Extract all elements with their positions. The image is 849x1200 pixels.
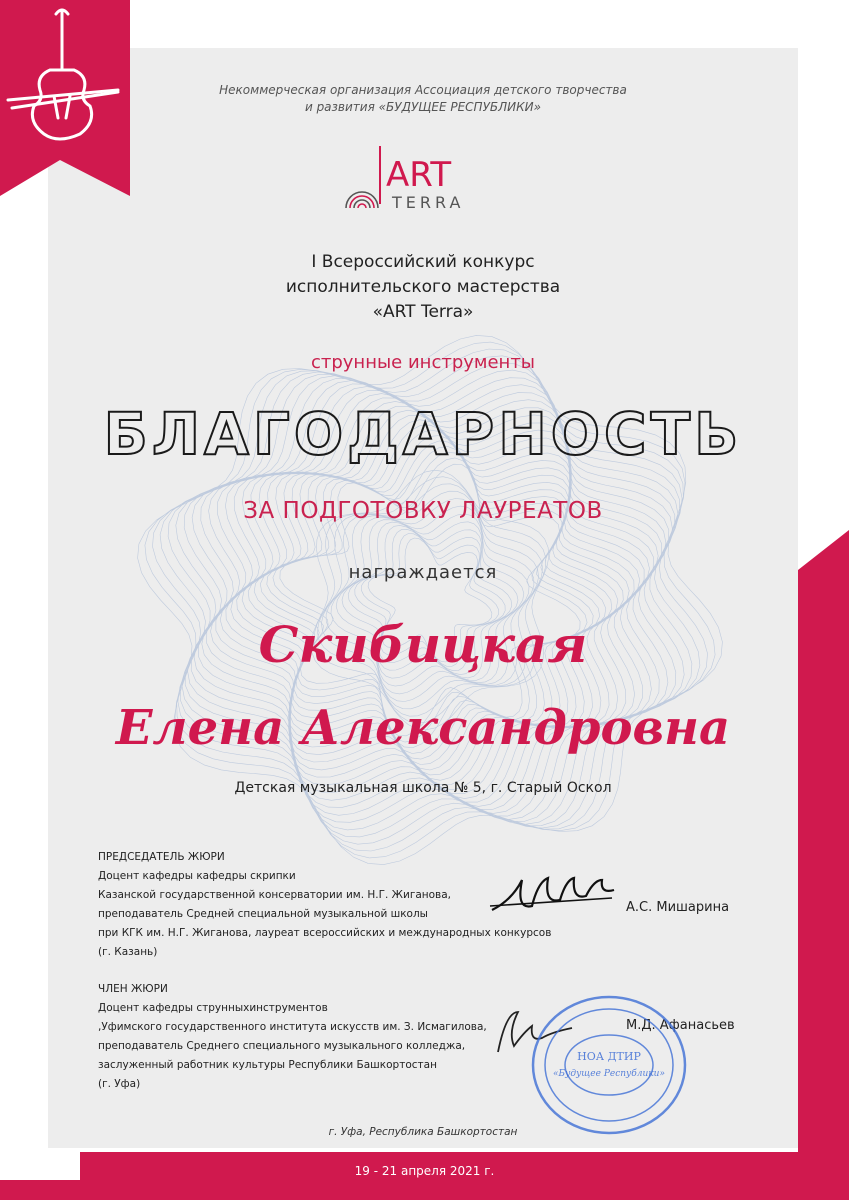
signature-name-2: М.Д. Афанасьев: [626, 1018, 735, 1033]
official-stamp: [528, 992, 690, 1138]
signature-1: [488, 866, 618, 922]
recipient-surname: Скибицкая: [258, 615, 588, 674]
jury-line: Доцент кафедры струнныхинструментов: [98, 1002, 328, 1014]
thumbprint-icon: [346, 192, 378, 208]
city: г. Уфа, Республика Башкортостан: [328, 1126, 518, 1138]
event-dates: 19 - 21 апреля 2021 г.: [354, 1164, 495, 1178]
nomination: струнные инструменты: [310, 352, 536, 373]
jury-role: ПРЕДСЕДАТЕЛЬ ЖЮРИ: [98, 851, 225, 863]
logo-art-text: ART: [386, 155, 452, 195]
recipient-school: Детская музыкальная школа № 5, г. Старый Оскол: [234, 780, 612, 796]
stamp-text-1: НОА ДТИР: [577, 1050, 641, 1063]
recipient-name: Елена Александровна: [115, 700, 731, 756]
award-reason: ЗА ПОДГОТОВКУ ЛАУРЕАТОВ: [243, 498, 603, 524]
art-terra-logo: [340, 142, 490, 220]
organization-line-1: Некоммерческая организация Ассоциация детского творчества: [219, 83, 627, 97]
jury-line: (г. Казань): [98, 946, 158, 958]
jury-member-block: [98, 980, 487, 1094]
certificate-title: БЛАГОДАРНОСТЬ: [103, 400, 743, 468]
jury-line: (г. Уфа): [98, 1078, 141, 1090]
jury-line: при КГК им. Н.Г. Жиганова, лауреат всероссийских и международных конкурсов: [98, 927, 552, 939]
jury-chairman-block: [98, 848, 551, 962]
contest-line-3: «ART Terra»: [372, 302, 474, 322]
jury-line: преподаватель Среднего специального музыкального колледжа,: [98, 1040, 466, 1052]
jury-line: Доцент кафедры кафедры скрипки: [98, 870, 296, 882]
stamp-text-2: «Будущее Республики»: [553, 1069, 665, 1079]
jury-role: ЧЛЕН ЖЮРИ: [98, 983, 168, 995]
organization-header: [48, 82, 798, 116]
contest-line-1: I Всероссийский конкурс: [311, 252, 535, 272]
signature-name-1: А.С. Мишарина: [626, 900, 730, 915]
contest-title: [48, 250, 798, 325]
awarded-label: награждается: [348, 562, 498, 583]
organization-line-2: и развития «БУДУЩЕЕ РЕСПУБЛИКИ»: [304, 100, 542, 114]
jury-line: заслуженный работник культуры Республики Башкортостан: [98, 1059, 437, 1071]
jury-line: преподаватель Средней специальной музыкальной школы: [98, 908, 428, 920]
jury-line: Казанской государственной консерватории им. Н.Г. Жиганова,: [98, 889, 452, 901]
jury-line: ,Уфимского государственного института искусств им. З. Исмагилова,: [98, 1021, 487, 1033]
contest-line-2: исполнительского мастерства: [285, 277, 561, 297]
logo-terra-text: TERRA: [392, 193, 465, 212]
